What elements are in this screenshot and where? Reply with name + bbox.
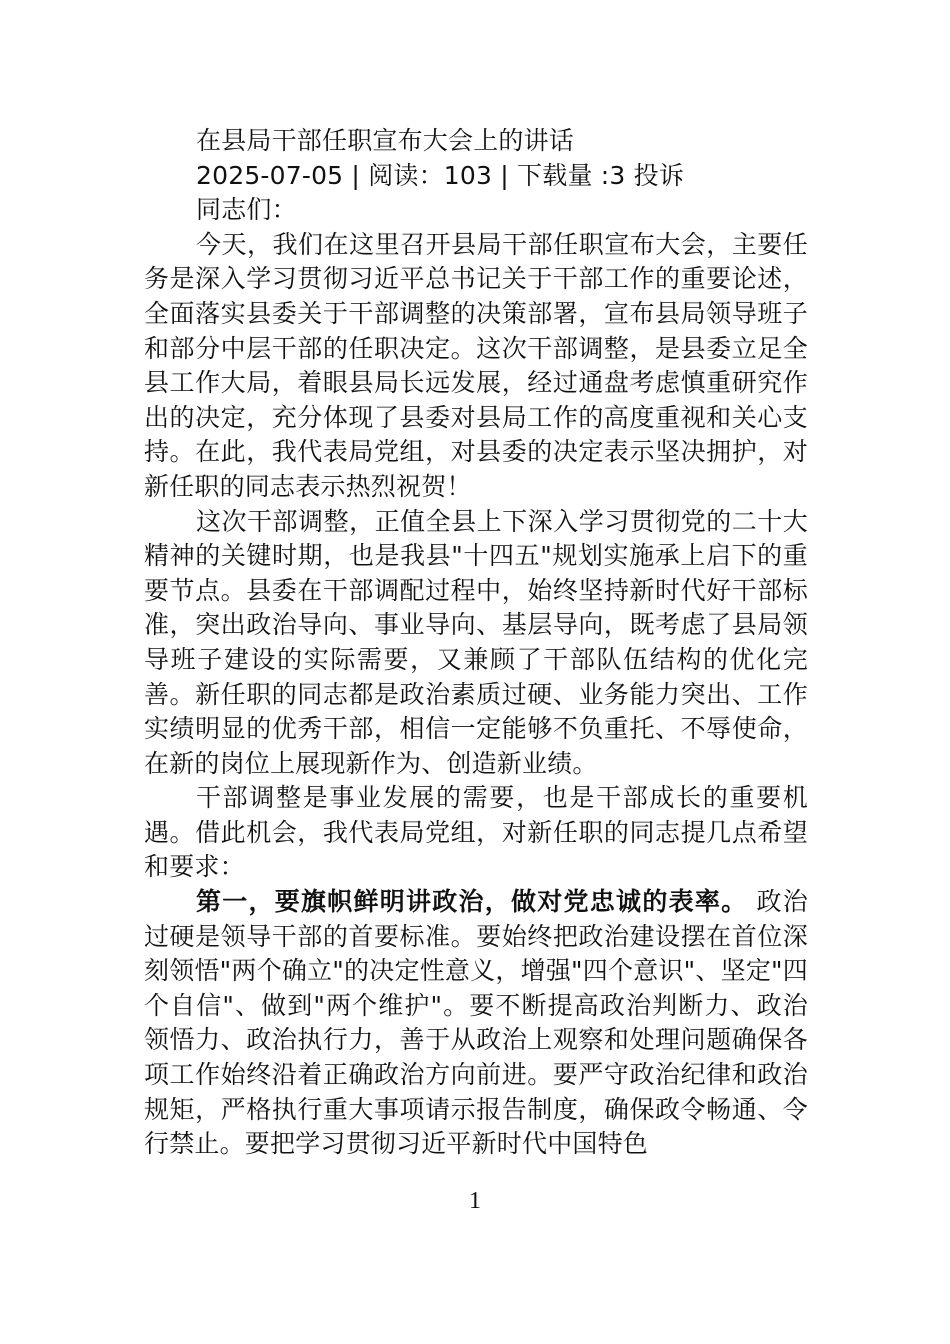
- page-number: 1: [469, 1188, 481, 1214]
- paragraph-1: 今天，我们在这里召开县局干部任职宣布大会，主要任务是深入学习贯彻习近平总书记关于干部工作的重要论述，全面落实县委关于干部调整的决策部署，宣布县局领导班子和部分中层干部的任职决定。这次干部调整，是县委立足全县工作大局，着眼县局长远发展，经过通盘考虑慎重研究作出的决定，充分体现了县委对县局工作的高度重视和关心支持。在此，我代表局党组，对县委的决定表示坚决拥护，对新任职的同志表示热烈祝贺！: [144, 229, 808, 501]
- paragraph-3: 干部调整是事业发展的需要，也是干部成长的重要机遇。借此机会，我代表局党组，对新任职的同志提几点希望和要求：: [144, 783, 808, 882]
- document-body: [144, 124, 808, 1162]
- document-meta: 2025-07-05 | 阅读：103 | 下载量 :3 投诉: [196, 160, 685, 190]
- point-1-heading: 第一，要旗帜鲜明讲政治，做对党忠诚的表率。: [196, 887, 748, 917]
- paragraph-2: 这次干部调整，正值全县上下深入学习贯彻党的二十大精神的关键时期，也是我县"十四五"规划实施承上启下的重要节点。县委在干部调配过程中，始终坚持新时代好干部标准，突出政治导向、事业导向、基层导向，既考虑了县局领导班子建设的实际需要，又兼顾了干部队伍结构的优化完善。新任职的同志都是政治素质过硬、业务能力突出、工作实绩明显的优秀干部，相信一定能够不负重托、不辱使命，在新的岗位上展现新作为、创造新业绩。: [144, 506, 808, 778]
- document-title: 在县局干部任职宣布大会上的讲话: [196, 126, 575, 155]
- paragraph-point-1: [144, 885, 808, 1162]
- salutation: 同志们：: [196, 195, 297, 225]
- point-1-body: 政治过硬是领导干部的首要标准。要始终把政治建设摆在首位深刻领悟"两个确立"的决定性意义，增强"四个意识"、坚定"四个自信"、做到"两个维护"。要不断提高政治判断力、政治领悟力、政治执行力，善于从政治上观察和处理问题确保各项工作始终沿着正确政治方向前进。要严守政治纪律和政治规矩，严格执行重大事项请示报告制度，确保政令畅通、令行禁止。要把学习贯彻习近平新时代中国特色: [144, 887, 808, 1159]
